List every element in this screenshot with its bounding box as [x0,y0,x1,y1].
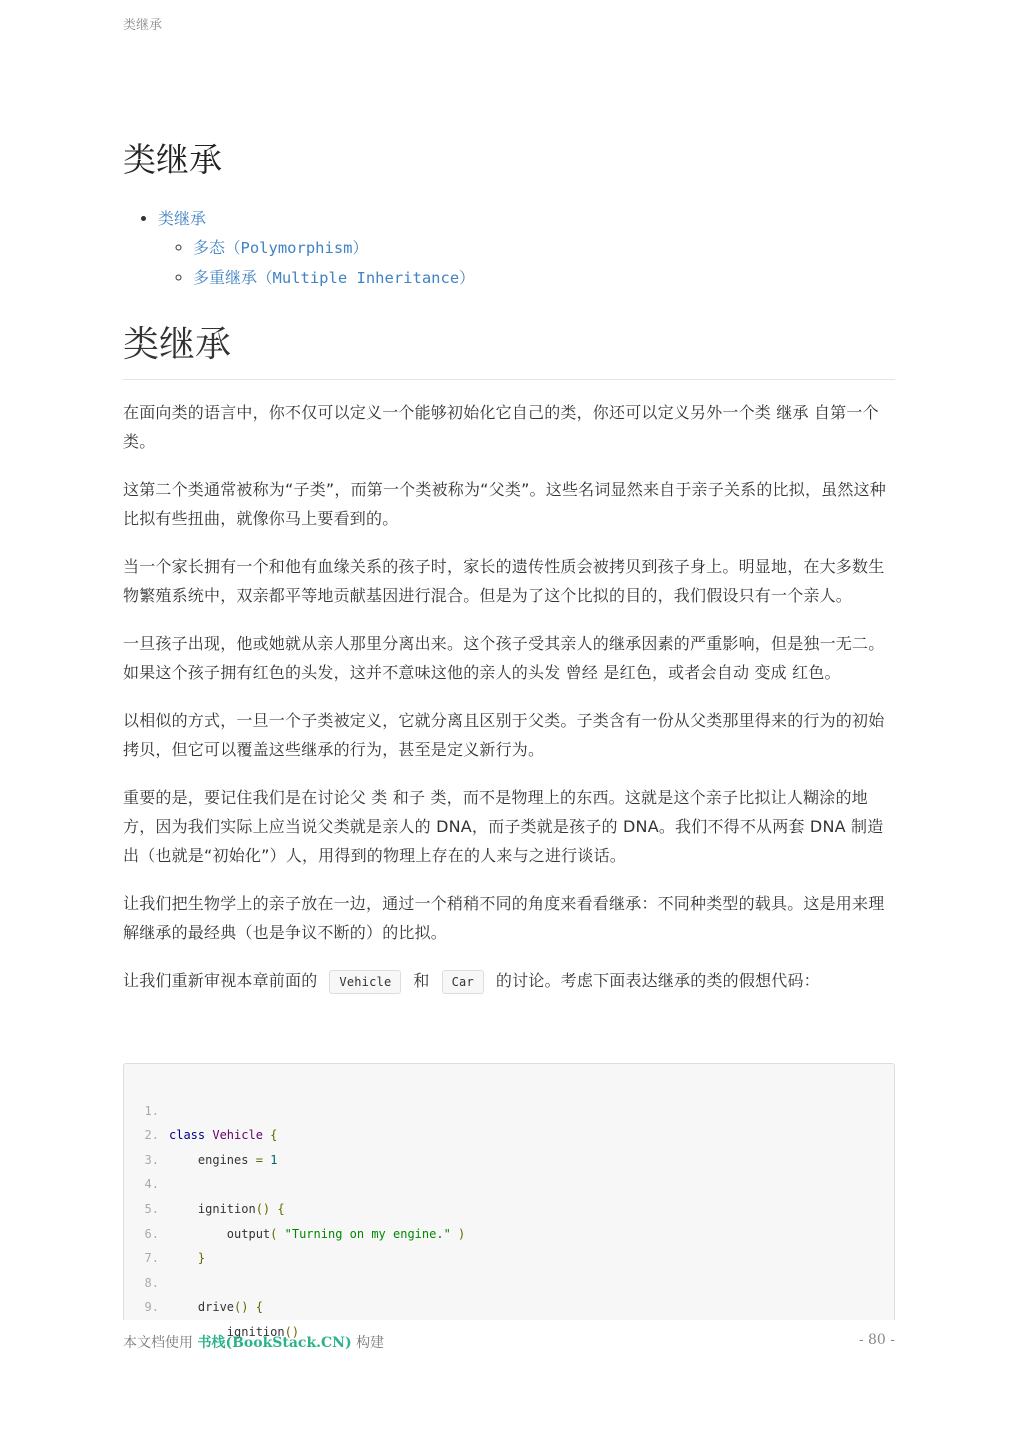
code-line [124,1246,894,1315]
footer-credit [123,1332,384,1352]
code-line [124,1222,894,1266]
code-punct: } [197,1251,206,1266]
toc-link-multiple-inheritance[interactable] [193,268,475,287]
article-content [123,138,895,995]
code-punct: { [270,1128,278,1143]
code-punct: () [284,1324,300,1339]
line-number: 1. [144,1103,159,1118]
line-number: 2. [144,1128,159,1143]
paragraph-text: 让我们重新审视本章前面的 [123,971,318,990]
paragraph: 一旦孩子出现，他或她就从亲人那里分离出来。这个孩子受其亲人的继承因素的严重影响，但是独一无二。如果这个孩子拥有红色的头发，这并不意味这他的亲人的头发 曾经 是红色，或者会自动 变成 红色。 [123,634,885,682]
paragraph: 在面向类的语言中，你不仅可以定义一个能够初始化它自己的类，你还可以定义另外一个类 继承 自第一个类。 [123,403,879,451]
code-number: 1 [270,1152,278,1167]
paragraph-text: 和 [413,971,430,990]
toc-link-label: 多重继承 [193,268,258,287]
toc-link-label: 多态 [193,238,226,257]
line-number: 3. [144,1152,159,1167]
code-identifier: drive [197,1300,235,1315]
code-punct: () { [255,1201,285,1216]
paragraph: 以相似的方式，一旦一个子类被定义，它就分离且区别于父类。子类含有一份从父类那里得来的行为的初始拷贝，但它可以覆盖这些继承的行为，甚至是定义新行为。 [123,711,885,759]
section-heading: 类继承 [123,321,895,380]
paragraph: 这第二个类通常被称为“子类”，而第一个类被称为“父类”。这些名词显然来自于亲子关系的比拟，虽然这种比拟有些扭曲，就像你马上要看到的。 [123,480,886,528]
code-identifier: output [226,1226,271,1241]
paragraph-code-intro [123,966,895,995]
code-keyword: class [169,1128,206,1143]
footer-suffix: 构建 [356,1335,385,1351]
code-block [123,1063,895,1339]
line-number: 8. [144,1275,159,1290]
running-header: 类继承 [123,18,163,33]
toc-link-label-en: （Polymorphism） [225,239,368,257]
table-of-contents [123,204,895,293]
inline-code-vehicle: Vehicle [329,970,401,994]
code-identifier: ignition [226,1324,285,1339]
toc-item [193,233,895,263]
paragraph: 当一个家长拥有一个和他有血缘关系的孩子时，家长的遗传性质会被拷贝到孩子身上。明显地，在大多数生物繁殖系统中，双亲都平等地贡献基因进行混合。但是为了这个比拟的目的，我们假设只有一个亲人。 [123,557,885,605]
code-line [124,1074,894,1143]
toc-item [193,263,895,293]
code-punct: = [255,1152,263,1167]
page-number: - 80 - [858,1332,895,1348]
footer-prefix: 本文档使用 [123,1335,193,1351]
page-title: 类继承 [123,140,222,179]
paragraph: 重要的是，要记住我们是在讨论父 类 和子 类，而不是物理上的东西。这就是这个亲子比拟让人糊涂的地方，因为我们实际上应当说父类就是亲人的 DNA，而子类就是孩子的 DNA。我们不得不从两套 DNA 制造出（也就是“初始化”）人，用得到的物理上存在的人来与之进行谈话。 [123,788,884,865]
paragraph-text: 的讨论。考虑下面表达继承的类的假想代码： [495,971,820,990]
toc-link-label-en: （Multiple Inheritance） [257,269,475,287]
code-punct: ( [270,1226,278,1241]
paragraph: 让我们把生物学上的亲子放在一边，通过一个稍稍不同的角度来看看继承：不同种类型的载具。这是用来理解继承的最经典（也是争议不断的）的比拟。 [123,894,885,942]
line-number: 9. [144,1300,159,1315]
footer-brand-link[interactable]: 书栈(BookStack.CN) [197,1335,352,1351]
code-string: "Turning on my engine." [284,1226,451,1241]
inline-code-car: Car [442,970,484,994]
code-identifier: engines [197,1152,249,1167]
toc-link-class-inheritance[interactable]: 类继承 [158,209,207,228]
code-punct: ) [458,1226,466,1241]
code-punct: () { [234,1300,263,1315]
toc-link-polymorphism[interactable] [193,238,368,257]
code-identifier: ignition [197,1201,256,1216]
code-class-name: Vehicle [212,1128,263,1143]
line-number: 4. [144,1177,159,1192]
toc-item [158,204,895,293]
line-number: 5. [144,1201,159,1216]
line-number: 7. [144,1251,159,1266]
line-number: 6. [144,1226,159,1241]
code-line [124,1148,894,1216]
